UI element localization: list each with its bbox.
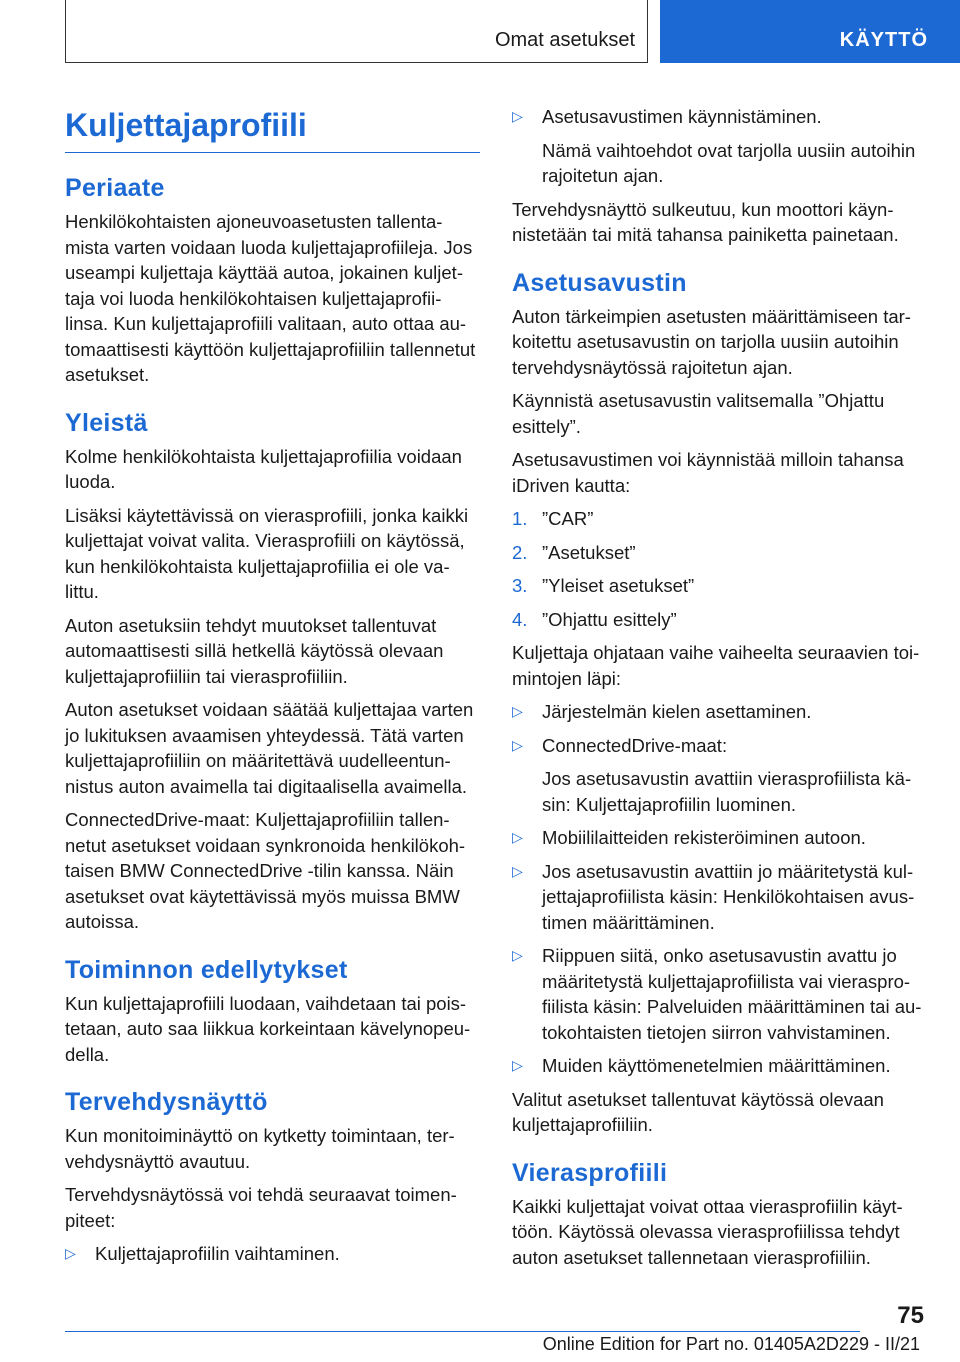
list-item: ▷ Muiden käyttömenetelmien määrittäminen.: [512, 1053, 927, 1079]
triangle-bullet-icon: ▷: [65, 1245, 76, 1261]
triangle-bullet-icon: ▷: [512, 703, 523, 719]
header-section-title: Omat asetukset: [494, 29, 635, 51]
list-item: ▷ Mobiililaitteiden rekisteröiminen autoon.: [512, 825, 927, 851]
paragraph: Kun kuljettajaprofiili luodaan, vaihdetaan tai pois-tetaan, auto saa liikkua korkeintaan kävelynopeu-della.: [65, 992, 471, 1065]
paragraph: Auton asetuksiin tehdyt muutokset tallentuvat automaattisesti sillä hetkellä käytössä olevaan kuljettajaprofiiliin tai vierasprofiiliin.: [65, 614, 444, 687]
paragraph: Lisäksi käytettävissä on vierasprofiili, jonka kaikki kuljettajat voivat valita. Vierasprofiili on käytössä, kun henkilökohtaista kuljettajaprofiilia ei ole va-littu.: [65, 504, 469, 602]
triangle-bullet-icon: ▷: [512, 829, 523, 845]
list-item: ▷ Kuljettajaprofiilin vaihtaminen.: [65, 1241, 480, 1267]
footer-divider: [65, 1331, 860, 1332]
list-item: ▷ Riippuen siitä, onko asetusavustin avattu jo määritetystä kuljettajaprofiilista vai vieraspro-fiilista käsin: Palveluiden määrittäminen tai au-tokohtaisten tietojen siirron vahvistaminen.: [512, 945, 922, 1043]
paragraph: Kaikki kuljettajat voivat ottaa vierasprofiilin käyt-töön. Käytössä olevassa vierasprofiilissa tehdyt auton asetukset tallennetaan vierasprofiiliin.: [512, 1195, 903, 1268]
heading-toiminnon-edellytykset: Toiminnon edellytykset: [65, 955, 348, 984]
paragraph: Kun monitoiminäyttö on kytketty toimintaan, ter-vehdysnäyttö avautuu.: [65, 1125, 455, 1172]
left-column: [65, 100, 480, 1267]
triangle-bullet-icon: ▷: [512, 736, 523, 753]
heading-tervehdysnaytto: Tervehdysnäyttö: [65, 1088, 268, 1116]
header-section-box: [65, 0, 648, 63]
paragraph: Valitut asetukset tallentuvat käytössä olevaan kuljettajaprofiiliin.: [512, 1088, 884, 1135]
paragraph: ConnectedDrive-maat: Kuljettajaprofiiliin tallen-netut asetukset voidaan synkronoida henkilökoh-taisen BMW ConnectedDrive -tilin kanssa. Näin asetukset ovat käytettävissä myös muissa BMW autoissa.: [65, 809, 466, 932]
triangle-bullet-icon: ▷: [512, 947, 523, 963]
paragraph: Kuljettaja ohjataan vaihe vaiheelta seuraavien toi-mintojen läpi:: [512, 642, 920, 689]
heading-asetusavustin: Asetusavustin: [512, 268, 687, 297]
numbered-step: 1. ”CAR”: [512, 508, 594, 529]
list-item: ▷ Asetusavustimen käynnistäminen.: [512, 104, 927, 130]
list-item: ▷ Jos asetusavustin avattiin jo määritetystä kul-jettajaprofiilista käsin: Henkilökohtaisen avus-timen määrittäminen.: [512, 860, 915, 933]
page-title: Kuljettajaprofiili: [65, 100, 480, 153]
triangle-bullet-icon: ▷: [512, 1057, 523, 1073]
heading-periaate: Periaate: [65, 174, 165, 202]
paragraph: Kolme henkilökohtaista kuljettajaprofiilia voidaan luoda.: [65, 445, 462, 492]
numbered-step: 3. ”Yleiset asetukset”: [512, 575, 695, 596]
paragraph: Tervehdysnäyttö sulkeutuu, kun moottori käyn-nistetään tai mitä tahansa painiketta painetaan.: [512, 198, 899, 245]
numbered-step: 2. ”Asetukset”: [512, 541, 636, 563]
paragraph: Käynnistä asetusavustin valitsemalla ”Ohjattu esittely”.: [512, 390, 885, 437]
paragraph: Tervehdysnäytössä voi tehdä seuraavat toimen-piteet:: [65, 1184, 457, 1231]
paragraph: Nämä vaihtoehdot ovat tarjolla uusiin autoihin rajoitetun ajan.: [542, 139, 916, 186]
paragraph: Henkilökohtaisten ajoneuvoasetusten tallenta-mista varten voidaan luoda kuljettajaprofiileja. Jos useampi kuljettaja käyttää autoa, jokainen kuljet-taja voi luoda henkilökohtaisen kuljettajaprofii-linsa. Kun kuljettajaprofiili valitaan, auto ottaa au-tomaattisesti käyttöön kuljettajaprofiiliin tallennetut asetukset.: [65, 211, 476, 385]
heading-yleista: Yleistä: [65, 408, 148, 437]
footer-edition: Online Edition for Part no. 01405A2D229 - II/21: [542, 1334, 920, 1354]
list-item: ▷ ConnectedDrive-maat:: [512, 733, 927, 759]
paragraph: Auton asetukset voidaan säätää kuljettajaa varten jo lukituksen avaamisen yhteydessä. Tätä varten kuljettajaprofiiliin on määritettävä uudelleentun-nistus auton avaimella tai digitaalisella avaimella.: [65, 699, 474, 797]
header-chapter-tab: KÄYTTÖ: [660, 0, 960, 63]
numbered-step: 4. ”Ohjattu esittely”: [512, 608, 677, 630]
right-column: [512, 100, 927, 1270]
paragraph: Asetusavustimen voi käynnistää milloin tahansa iDriven kautta:: [512, 449, 904, 496]
heading-vierasprofiili: Vierasprofiili: [512, 1158, 668, 1187]
paragraph: Jos asetusavustin avattiin vierasprofiilista kä-sin: Kuljettajaprofiilin luominen.: [542, 768, 912, 815]
page-number: 75: [897, 1302, 924, 1329]
triangle-bullet-icon: ▷: [512, 108, 523, 124]
paragraph: Auton tärkeimpien asetusten määrittämiseen tar-koitettu asetusavustin on tarjolla uusiin autoihin tervehdysnäytössä rajoitetun ajan.: [512, 305, 911, 378]
list-item: ▷ Järjestelmän kielen asettaminen.: [512, 699, 927, 725]
triangle-bullet-icon: ▷: [512, 862, 523, 879]
